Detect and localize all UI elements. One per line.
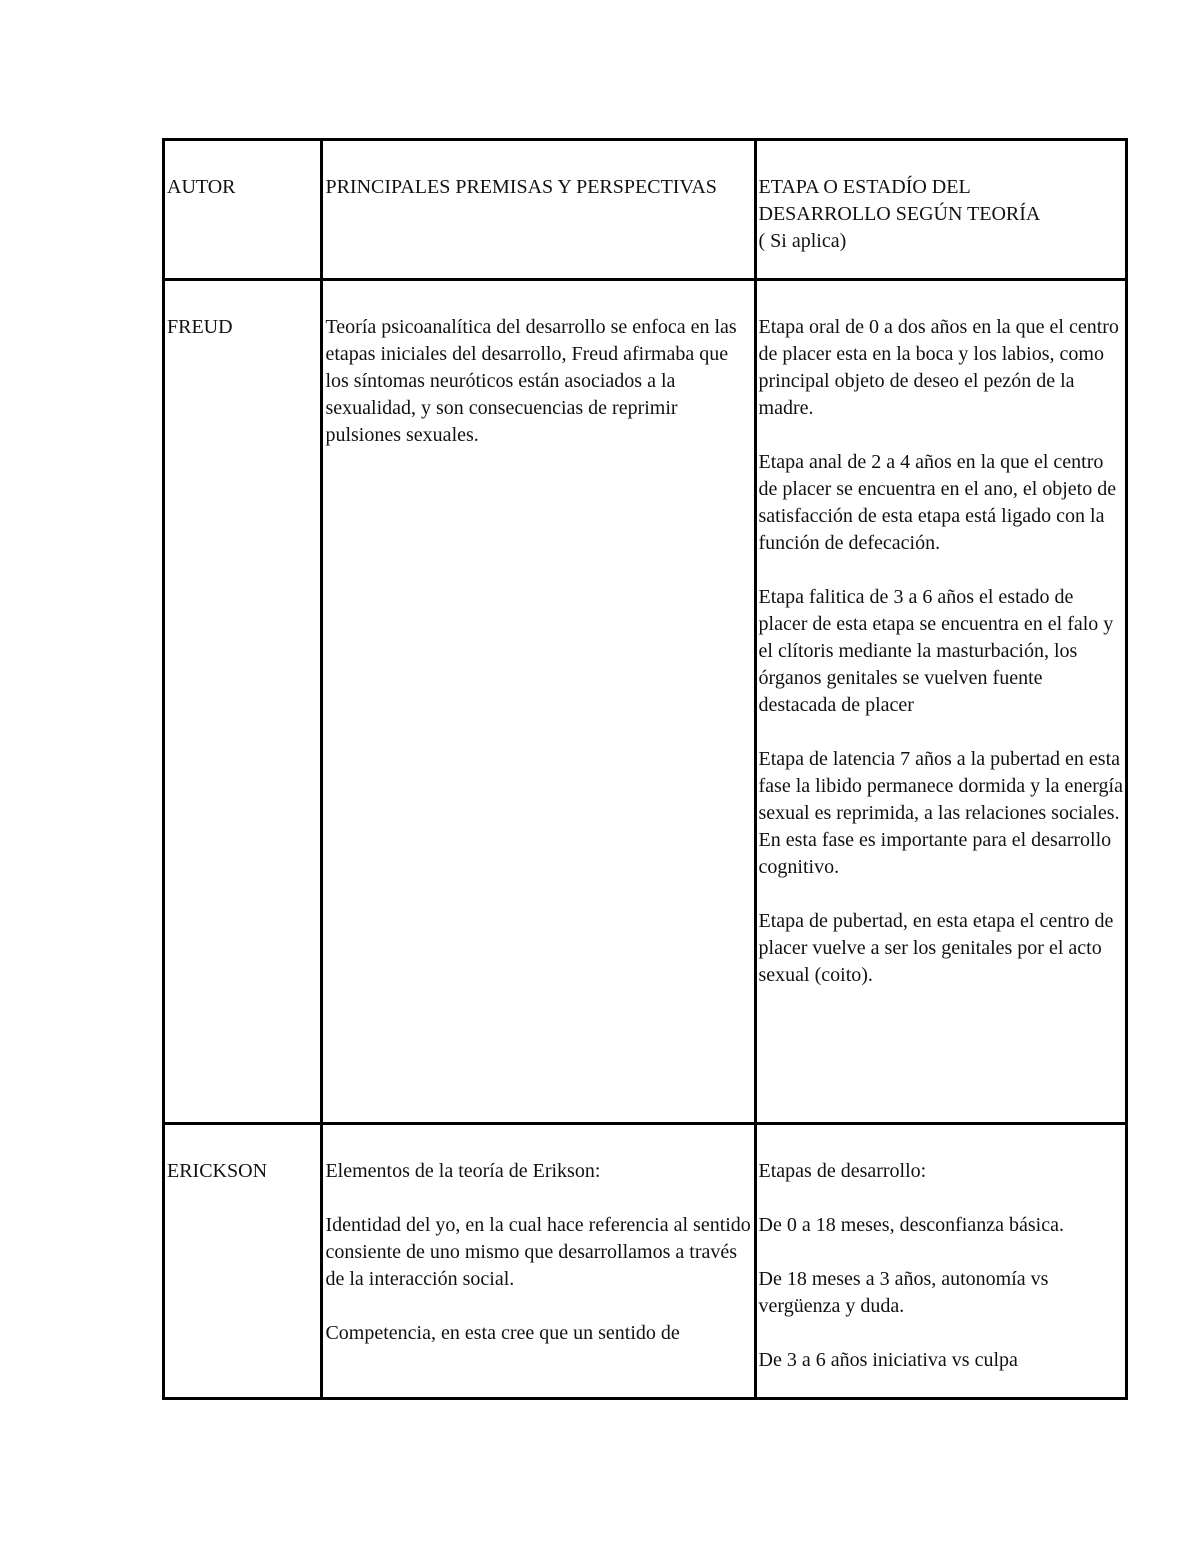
stages-table: [162, 138, 1128, 1400]
erickson-autor: ERICKSON: [167, 1160, 268, 1182]
freud-etapa-pubertad: Etapa de pubertad, en esta etapa el centro de placer vuelve a ser los genitales por el acto sexual (coito).: [758, 910, 1114, 986]
freud-autor: FREUD: [167, 316, 233, 338]
freud-etapa-anal: Etapa anal de 2 a 4 años en la que el centro de placer se encuentra en el ano, el objeto de satisfacción de esta etapa está ligado con la función de defecación.: [758, 451, 1117, 554]
freud-etapa-falica: Etapa falitica de 3 a 6 años el estado de placer de esta etapa se encuentra en el falo y el clítoris mediante la masturbación, los órganos genitales se vuelven fuente destacada de placer: [758, 586, 1114, 716]
freud-etapa-oral: Etapa oral de 0 a dos años en la que el centro de placer esta en la boca y los labios, como principal objeto de deseo el pezón de la madre.: [758, 316, 1119, 419]
header-etapa-line: ETAPA O ESTADÍO DEL: [758, 176, 971, 198]
erickson-etapa-item: De 18 meses a 3 años, autonomía vs vergüenza y duda.: [758, 1268, 1049, 1317]
header-autor: AUTOR: [167, 176, 236, 198]
freud-autor-cell: [164, 280, 322, 1124]
erickson-autor-cell: [164, 1124, 322, 1399]
table-header-row: [164, 140, 1127, 280]
table-row: [164, 280, 1127, 1124]
erickson-etapa-item: De 0 a 18 meses, desconfianza básica.: [758, 1214, 1064, 1236]
erickson-etapa-intro: Etapas de desarrollo:: [758, 1160, 927, 1182]
erickson-etapas-cell: [755, 1124, 1126, 1399]
erickson-premisas-cell: [322, 1124, 755, 1399]
freud-etapas-cell: [755, 280, 1126, 1124]
table-row: [164, 1124, 1127, 1399]
header-etapa-line: DESARROLLO SEGÚN TEORÍA: [758, 203, 1041, 225]
erickson-premisa-identidad: Identidad del yo, en la cual hace referencia al sentido consiente de uno mismo que desarrollamos a través de la interacción social.: [325, 1214, 751, 1290]
header-premisas-cell: [322, 140, 755, 280]
freud-premisas: Teoría psicoanalítica del desarrollo se enfoca en las etapas iniciales del desarrollo, Freud afirmaba que los síntomas neuróticos están asociados a la sexualidad, y son consecuencias de reprimir pulsiones sexuales.: [325, 316, 737, 446]
header-etapa-cell: [755, 140, 1126, 280]
freud-premisas-cell: [322, 280, 755, 1124]
erickson-etapa-item: De 3 a 6 años iniciativa vs culpa: [758, 1349, 1018, 1371]
header-autor-cell: [164, 140, 322, 280]
erickson-premisa-competencia: Competencia, en esta cree que un sentido de: [325, 1322, 680, 1344]
freud-etapa-latencia: Etapa de latencia 7 años a la pubertad en esta fase la libido permanece dormida y la energía sexual es reprimida, a las relaciones sociales. En esta fase es importante para el desarrollo cognitivo.: [758, 748, 1123, 878]
erickson-premisa-intro: Elementos de la teoría de Erikson:: [325, 1160, 601, 1182]
header-premisas: PRINCIPALES PREMISAS Y PERSPECTIVAS: [325, 176, 717, 198]
header-etapa-line: ( Si aplica): [758, 230, 847, 252]
